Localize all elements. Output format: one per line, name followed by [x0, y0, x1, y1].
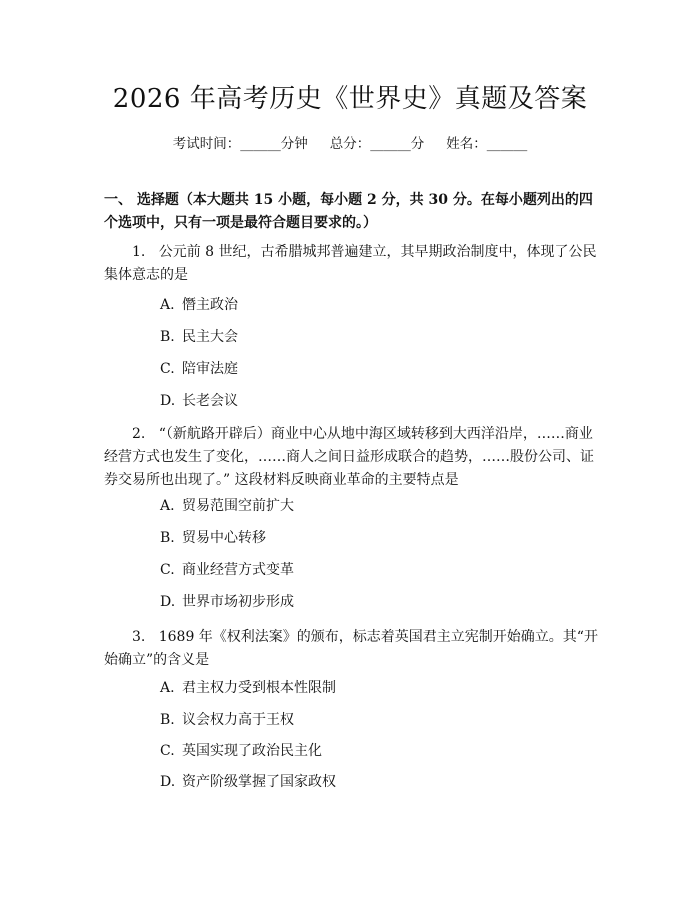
option-letter: B.: [160, 712, 175, 728]
option-letter: C.: [160, 361, 175, 377]
option-text: 君主权力受到根本性限制: [182, 680, 336, 696]
option-text: 僭主政治: [182, 297, 238, 313]
option-text: 世界市场初步形成: [182, 594, 294, 610]
question-text: 公元前 8 世纪，古希腊城邦普遍建立，其早期政治制度中，体现了公民集体意志的是: [104, 244, 597, 283]
option-text: 贸易范围空前扩大: [182, 498, 294, 514]
question-2-stem: [104, 423, 600, 492]
option-text: 英国实现了政治民主化: [182, 743, 322, 759]
exam-meta: [0, 132, 700, 152]
option-text: 商业经营方式变革: [182, 562, 294, 578]
option-text: 议会权力高于王权: [182, 712, 294, 728]
question-1-option-d: [160, 391, 238, 411]
option-letter: C.: [160, 743, 175, 759]
question-number: 3.: [132, 629, 146, 645]
question-3-option-c: [160, 741, 322, 761]
question-1-stem: [104, 241, 600, 287]
question-text: 1689 年《权利法案》的颁布，标志着英国君主立宪制开始确立。其“开始确立”的含义是: [104, 629, 598, 668]
question-1-option-c: [160, 359, 238, 379]
option-letter: B.: [160, 530, 175, 546]
question-2-option-d: [160, 592, 294, 612]
section-heading: 一、 选择题（本大题共 15 小题，每小题 2 分，共 30 分。在每小题列出的四个选项中，只有一项是最符合题目要求的。）: [104, 192, 593, 231]
question-2-option-a: [160, 496, 294, 516]
option-letter: A.: [160, 498, 175, 514]
question-3-option-a: [160, 678, 336, 698]
exam-time-label: 考试时间：______分钟: [172, 136, 308, 152]
question-2-option-b: [160, 528, 266, 548]
option-letter: B.: [160, 329, 175, 345]
question-number: 2.: [132, 426, 146, 442]
page-title: 2026 年高考历史《世界史》真题及答案: [112, 84, 588, 114]
question-2-option-c: [160, 560, 294, 580]
option-letter: D.: [160, 774, 176, 790]
question-3-stem: [104, 626, 600, 672]
question-3-option-b: [160, 710, 294, 730]
question-number: 1.: [132, 244, 146, 260]
question-text: “（新航路开辟后）商业中心从地中海区域转移到大西洋沿岸，……商业经营方式也发生了变化，……商人之间日益形成联合的趋势，……股份公司、证券交易所也出现了。” 这段材料反映商业革命的主要特点是: [104, 426, 594, 488]
question-1-option-b: [160, 327, 238, 347]
option-letter: C.: [160, 562, 175, 578]
option-text: 贸易中心转移: [182, 530, 266, 546]
name-label: 姓名：______: [446, 136, 528, 152]
option-letter: D.: [160, 393, 176, 409]
option-letter: A.: [160, 297, 175, 313]
option-text: 陪审法庭: [182, 361, 238, 377]
option-text: 长老会议: [182, 393, 238, 409]
option-letter: A.: [160, 680, 175, 696]
question-1-option-a: [160, 295, 238, 315]
option-text: 民主大会: [182, 329, 238, 345]
total-score-label: 总分：______分: [329, 136, 425, 152]
option-text: 资产阶级掌握了国家政权: [182, 774, 336, 790]
question-3-option-d: [160, 772, 336, 792]
option-letter: D.: [160, 594, 176, 610]
